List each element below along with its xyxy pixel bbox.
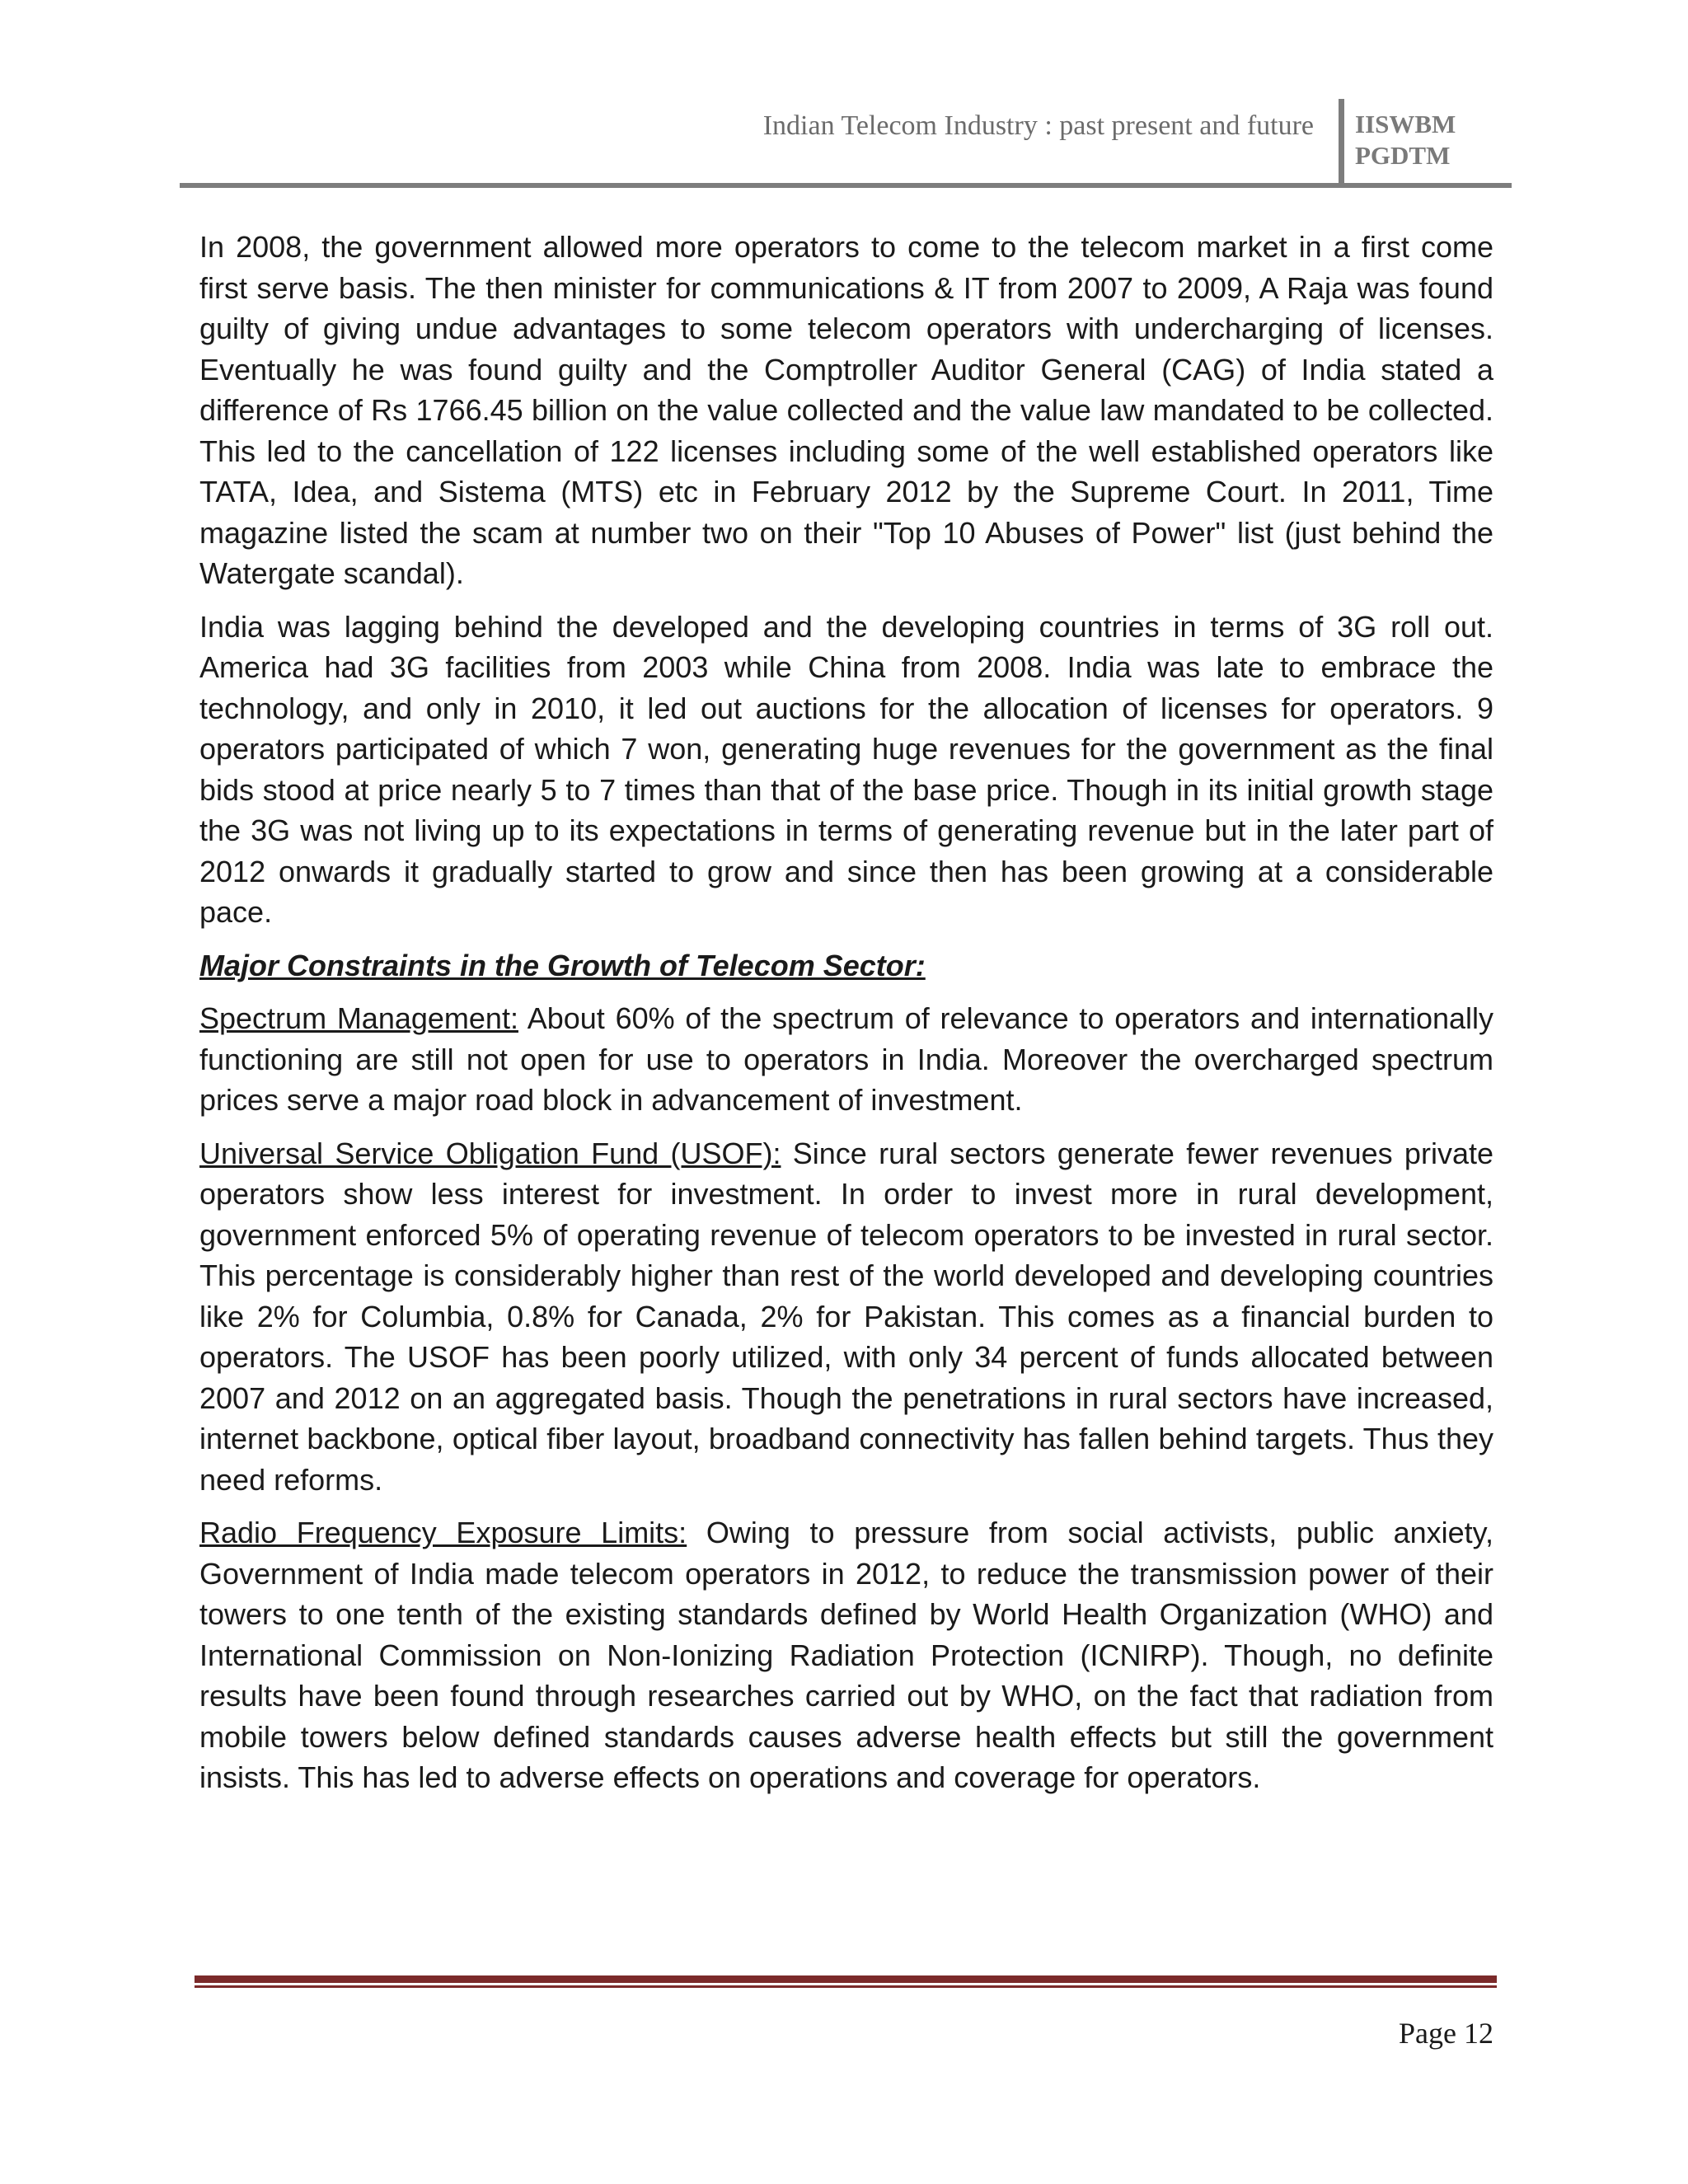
paragraph-3g-rollout: India was lagging behind the developed and the developing countries in terms of 3G roll out. America had 3G facilities from 2003 while China from 2008. India was late to embrace the technology, and only in 2010, it led out auctions for the allocation of licenses for operators. 9 operators participated of which 7 won, generating huge revenues for the government as the final bids stood at price nearly 5 to 7 times than that of the base price. Though in its initial growth stage the 3G was not living up to its expectations in terms of generating revenue but in the later part of 2012 onwards it gradually started to grow and since then has been growing at a considerable pace. (199, 609, 1493, 929)
document-title: Indian Telecom Industry : past present and future (762, 110, 1314, 141)
institution-name: IISWBM (1355, 110, 1456, 138)
section-heading: Major Constraints in the Growth of Telecom Sector: (199, 948, 926, 982)
constraint-rf-exposure (199, 1512, 1493, 1798)
paragraph-2g-scam: In 2008, the government allowed more operators to come to the telecom market in a first come first serve basis. The then minister for communications & IT from 2007 to 2009, A Raja was found guilty of giving undue advantages to some telecom operators with undercharging of licenses. Eventually he was found guilty and the Comptroller Auditor General (CAG) of India stated a difference of Rs 1766.45 billion on the value collected and the value law mandated to be collected. This led to the cancellation of 122 licenses including some of the well established operators like TATA, Idea, and Sistema (MTS) etc in February 2012 by the Supreme Court. In 2011, Time magazine listed the scam at number two on their "Top 10 Abuses of Power" list (just behind the Watergate scandal). (199, 230, 1493, 590)
program-name: PGDTM (1355, 141, 1451, 170)
constraint-text: About 60% of the spectrum of relevance to operators and internationally functioning are still not open for use to operators in India. Moreover the overcharged spectrum prices serve a major road block in advancement of investment. (199, 1001, 1494, 1117)
constraint-term: Radio Frequency Exposure Limits: (199, 1516, 687, 1549)
constraint-term: Spectrum Management: (199, 1001, 518, 1035)
constraint-usof (199, 1133, 1493, 1501)
page-header (180, 104, 1512, 188)
header-rule (180, 183, 1512, 188)
institution-label (1355, 109, 1456, 171)
constraint-spectrum (199, 998, 1493, 1121)
constraint-term: Universal Service Obligation Fund (USOF): (199, 1136, 781, 1170)
constraint-text: Owing to pressure from social activists, public anxiety, Government of India made telecom operators in 2012, to reduce the transmission power of their towers to one tenth of the existing standards defined by World Health Organization (WHO) and International Commission on Non-Ionizing Radiation Protection (ICNIRP). Though, no definite results have been found through researches carried out by WHO, on the fact that radiation from mobile towers below defined standards causes adverse health effects but still the government insists. This has led to adverse effects on operations and coverage for operators. (199, 1516, 1493, 1794)
footer-rule (195, 1975, 1497, 1983)
footer-rule-thin (195, 1985, 1497, 1988)
header-divider (1339, 99, 1344, 188)
page-number: Page 12 (1399, 2017, 1493, 2050)
constraint-text: Since rural sectors generate fewer revenues private operators show less interest for investment. In order to invest more in rural development, government enforced 5% of operating revenue of telecom operators to be invested in rural sector. This percentage is considerably higher than rest of the world developed and developing countries like 2% for Columbia, 0.8% for Canada, 2% for Pakistan. This comes as a financial burden to operators. The USOF has been poorly utilized, with only 34 percent of funds allocated between 2007 and 2012 on an aggregated basis. Though the penetrations in rural sectors have increased, internet backbone, optical fiber layout, broadband connectivity has fallen behind targets. Thus they need reforms. (199, 1136, 1493, 1497)
page-body (199, 227, 1493, 1811)
